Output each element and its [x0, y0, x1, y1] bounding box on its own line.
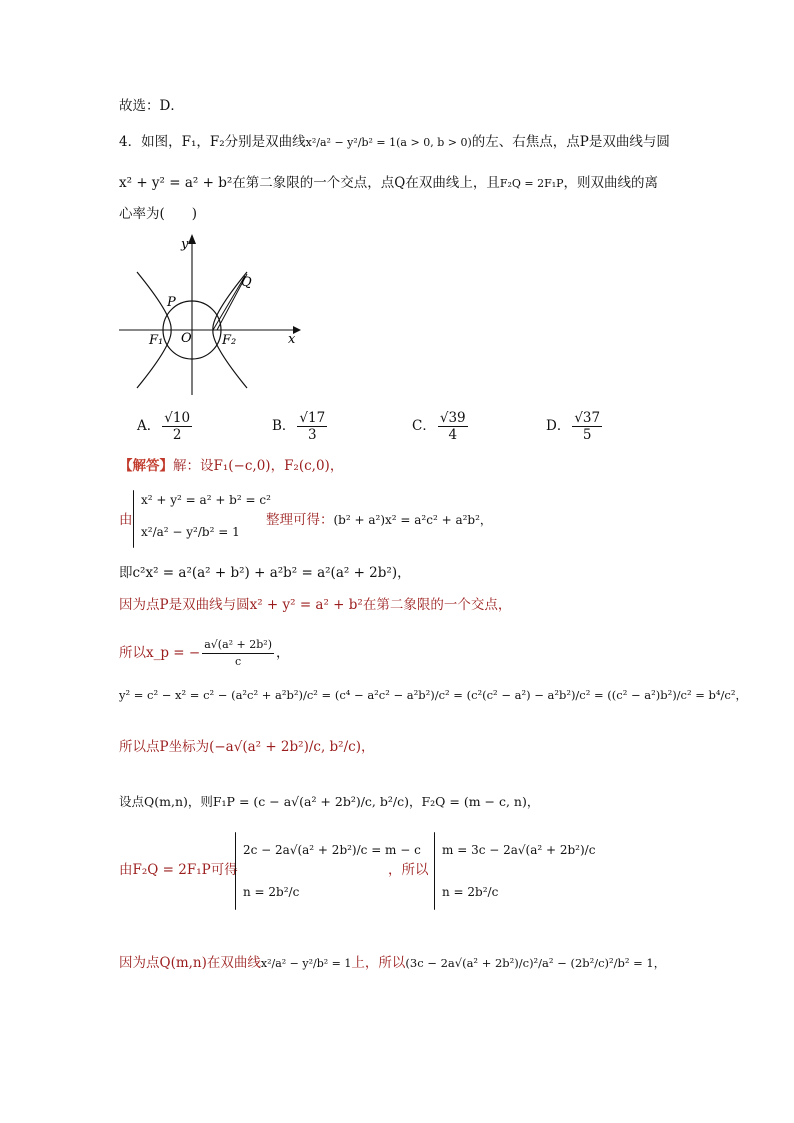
p-coordinate: 所以点P坐标为(−a√(a² + 2b²)/c, b²/c)，: [119, 739, 375, 755]
system-eq1: x² + y² = a² + b² = c²: [141, 493, 271, 507]
xp-num: a√(a² + 2b²): [202, 637, 274, 654]
line-ji: 即c²x² = a²(a² + b²) + a²b² = a²(a² + 2b²)，: [119, 565, 411, 581]
label-o: O: [181, 331, 192, 346]
question-line-1: [119, 132, 670, 153]
label-y: y: [181, 237, 189, 252]
question-line-2: [119, 173, 658, 194]
system-result-eq: (b² + a²)x² = a²c² + a²b²，: [333, 513, 492, 527]
choice-b-den: 3: [308, 427, 317, 443]
y-squared-line: y² = c² − x² = c² − (a²c² + a²b²)/c² = (c⁴ − a²c² − a²b²)/c² = (c²(c² − a²) − a²b²)/c² = ((c² − a²)b²)/c² = b⁴/c²，: [119, 688, 747, 702]
final-pre: 因为点Q(m,n)在双曲线: [119, 955, 261, 971]
q-system-brace-1: [235, 832, 236, 910]
final-mid: 上，所以: [351, 955, 406, 971]
choice-c-den: 4: [448, 427, 458, 443]
choice-c-num: √39: [439, 410, 466, 426]
label-p: P: [167, 295, 176, 310]
question-ask: ，则双曲线的离: [563, 175, 659, 191]
choice-a-num: √10: [164, 410, 191, 426]
q-system-mid: ，所以: [388, 862, 429, 878]
xp-den: c: [235, 655, 242, 668]
choice-c[interactable]: [412, 410, 470, 443]
q-system-eq2a: m = 3c − 2a√(a² + 2b²)/c: [442, 843, 596, 857]
question-intro-end: 的左、右焦点，点P是双曲线与圆: [471, 134, 670, 150]
xp-line: 所以x_p = − $\frac{\text{a√(a² + 2b²)}}{c}$ ，: [119, 638, 290, 668]
system-result: [266, 510, 492, 530]
q-system-prefix: 由F₂Q = 2F₁P可得: [119, 862, 238, 878]
system-result-label: 整理可得：: [266, 512, 334, 528]
label-q: Q: [241, 275, 252, 290]
system-brace: [133, 490, 134, 548]
choice-d-den: 5: [582, 427, 592, 443]
choice-a-label: A．: [137, 418, 161, 434]
choice-a-den: 2: [172, 427, 182, 443]
solution-tag: 【解答】: [119, 458, 173, 474]
q-setup: 设点Q(m,n)，则F₁P = (c − a√(a² + 2b²)/c, b²/c)，F₂Q = (m − c, n)，: [119, 794, 540, 809]
choice-d-label: D．: [546, 418, 571, 434]
question-intro: 4．如图，F₁，F₂分别是双曲线: [119, 134, 306, 150]
hyperbola-equation: x²/a² − y²/b² = 1(a > 0, b > 0): [305, 136, 472, 149]
system-eq2: x²/a² − y²/b² = 1: [141, 525, 240, 539]
choice-b-num: √17: [299, 410, 326, 426]
final-line: [119, 953, 665, 974]
label-f1: F₁: [149, 333, 164, 348]
hyperbola-figure: [115, 230, 305, 400]
choice-b-label: B．: [272, 418, 296, 434]
choice-b[interactable]: [272, 410, 329, 443]
label-x: x: [288, 332, 296, 347]
q-system-brace-2: [434, 832, 435, 910]
q-system-eq1b: n = 2b²/c: [243, 885, 300, 899]
previous-answer: 故选：D．: [119, 98, 184, 114]
xp-prefix: 所以x_p = −: [119, 645, 201, 661]
y-axis-arrow: [188, 234, 196, 244]
choice-d-num: √37: [574, 410, 601, 426]
label-f2: F₂: [222, 333, 237, 348]
choice-d[interactable]: [546, 410, 604, 443]
final-equation: (3c − 2a√(a² + 2b²)/c)²/a² − (2b²/c)²/b² = 1，: [405, 956, 666, 970]
final-hyperbola: x²/a² − y²/b² = 1: [260, 957, 352, 970]
line-because: 因为点P是双曲线与圆x² + y² = a² + b²在第二象限的一个交点，: [119, 597, 512, 613]
solution-intro: [119, 456, 343, 476]
q-system-eq1a: 2c − 2a√(a² + 2b²)/c = m − c: [243, 843, 421, 857]
choice-a[interactable]: [137, 410, 194, 443]
system-prefix: 由: [119, 512, 133, 528]
vector-condition: F₂Q = 2F₁P: [499, 177, 564, 190]
solution-setup: 解：设F₁(−c,0)，F₂(c,0)，: [173, 458, 344, 474]
choice-c-label: C．: [412, 418, 436, 434]
circle-condition: x² + y² = a² + b²在第二象限的一个交点，点Q在双曲线上，且: [119, 175, 500, 191]
question-line-3: 心率为( ): [119, 206, 198, 222]
q-system-eq2b: n = 2b²/c: [442, 885, 499, 899]
